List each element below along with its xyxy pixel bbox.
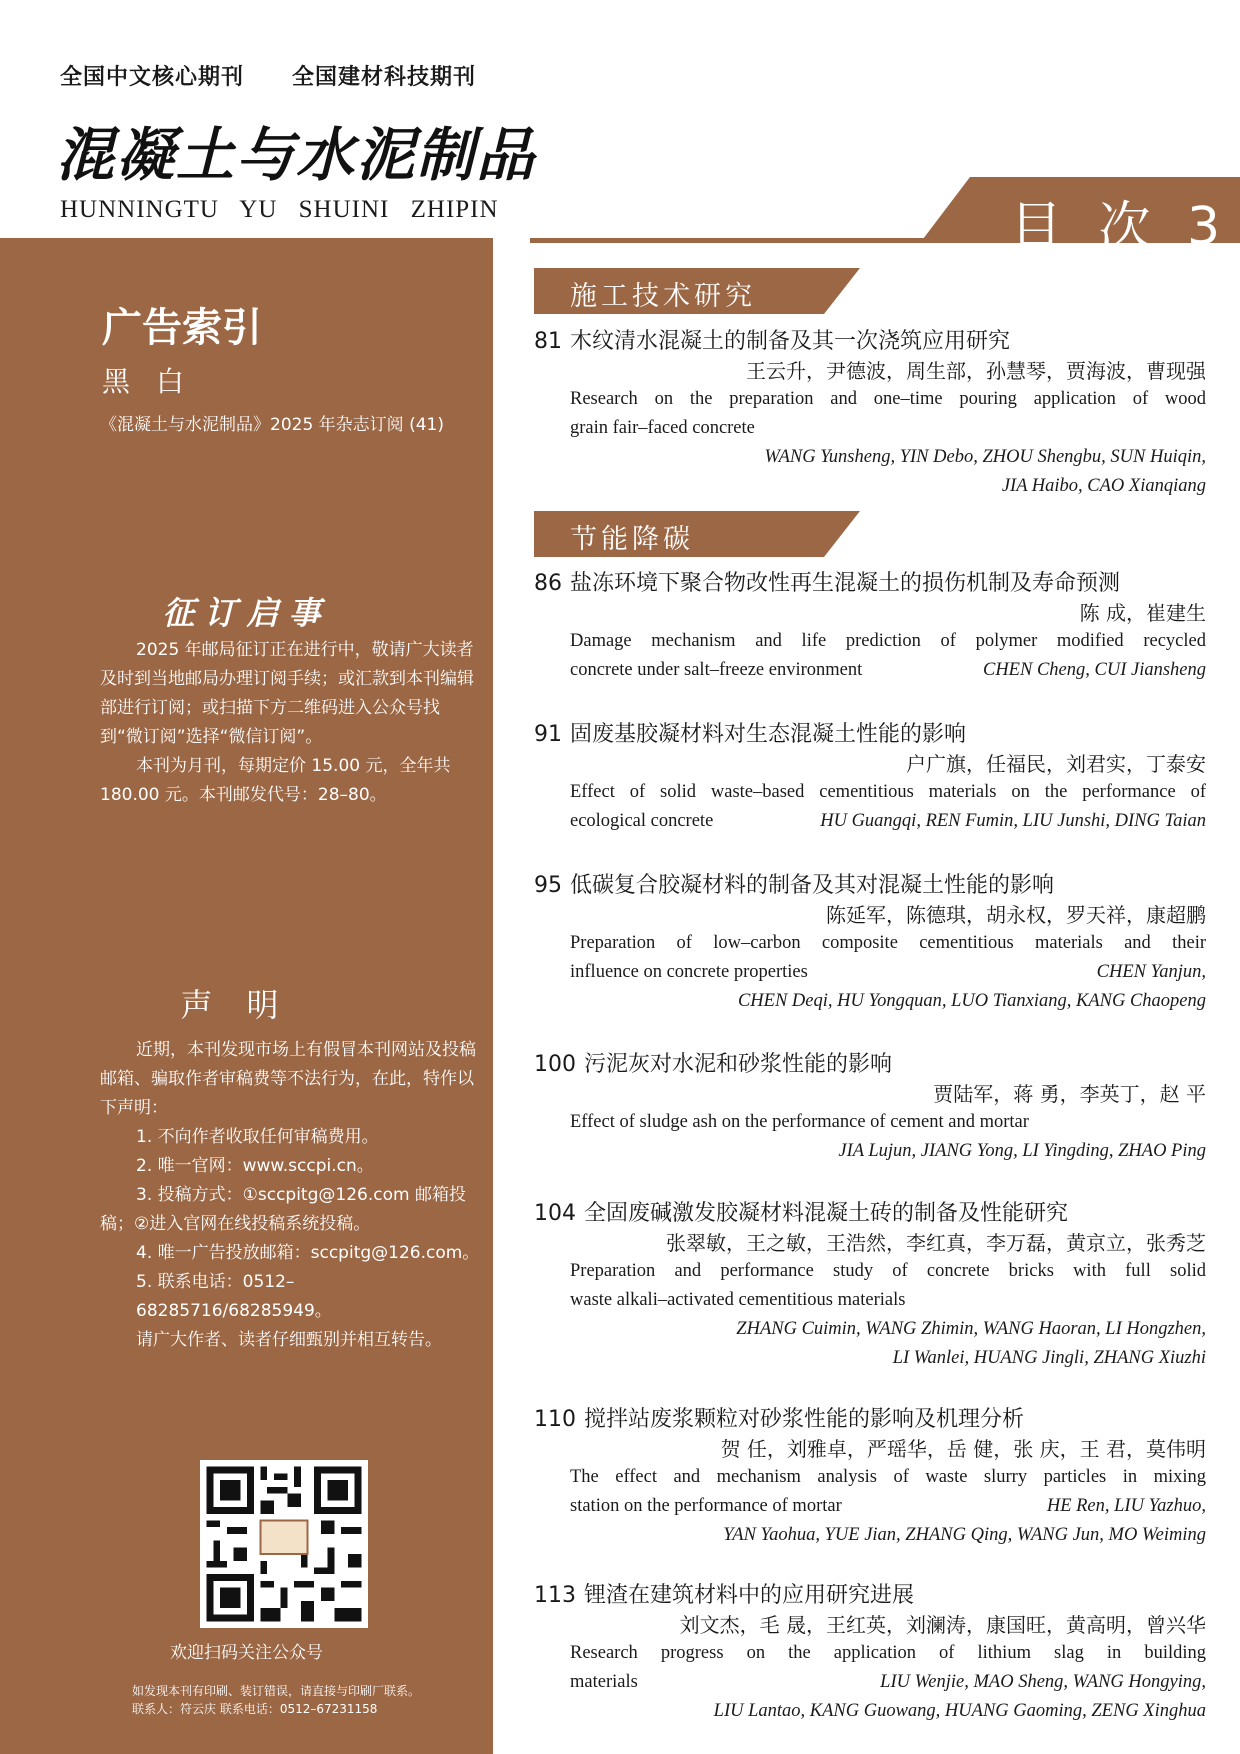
article-title-cn[interactable] (534, 717, 966, 748)
article-authors-en: LIU Lantao, KANG Guowang, HUANG Gaoming, ZENG Xinghua (713, 1701, 1206, 1721)
article-title-cn[interactable] (534, 566, 1120, 597)
article-title-en: The effect and mechanism analysis of waste slurry particles in mixing (570, 1467, 1206, 1487)
article-title-text: 锂渣在建筑材料中的应用研究进展 (584, 1583, 915, 1608)
article-title-text: 低碳复合胶凝材料的制备及其对混凝土性能的影响 (570, 873, 1055, 898)
qr-caption: 欢迎扫码关注公众号 (170, 1643, 323, 1663)
article-authors-cn: 户广旗，任福民，刘君实，丁泰安 (906, 752, 1206, 776)
declaration-item: 3. 投稿方式：①sccpitg@126.com 邮箱投稿；②进入官网在线投稿系统投稿。 (100, 1185, 466, 1234)
article-authors-en: LIU Wenjie, MAO Sheng, WANG Hongying, (880, 1672, 1206, 1692)
print-note-contact: 联系人：符云庆 联系电话：0512–67231158 (132, 1702, 378, 1716)
article-authors-en: CHEN Yanjun, (1096, 962, 1206, 982)
article-authors-en: WANG Yunsheng, YIN Debo, ZHOU Shengbu, SUN Huiqin, (764, 447, 1206, 467)
article-title-cn[interactable] (534, 324, 1010, 355)
article-page-number: 110 (534, 1407, 576, 1432)
print-error-note (132, 1682, 420, 1718)
ad-index-heading: 广告索引 (102, 305, 262, 351)
article-title-en: Preparation and performance study of concrete bricks with full solid (570, 1261, 1206, 1281)
article-title-text: 盐冻环境下聚合物改性再生混凝土的损伤机制及寿命预测 (570, 571, 1121, 596)
article-title-en: Damage mechanism and life prediction of polymer modified recycled (570, 631, 1206, 651)
declaration-item: 2. 唯一官网：www.sccpi.cn。 (136, 1156, 374, 1176)
article-page-number: 113 (534, 1583, 576, 1608)
qr-code-image[interactable] (200, 1460, 368, 1628)
article-page-number: 104 (534, 1201, 576, 1226)
article-authors-en: HE Ren, LIU Yazhuo, (1046, 1496, 1206, 1516)
journal-pinyin: HUNNINGTU YU SHUINI ZHIPIN (60, 196, 499, 223)
article-title-cn[interactable] (534, 1047, 892, 1078)
article-title-cn[interactable] (534, 1196, 1068, 1227)
article-authors-en: CHEN Cheng, CUI Jiansheng (982, 660, 1206, 680)
article-title-en: Research on the preparation and one–time pouring application of wood (570, 389, 1206, 409)
article-title-en: grain fair–faced concrete (570, 418, 755, 438)
subscription-heading: 征订启事 (162, 594, 331, 632)
declaration-item: 1. 不向作者收取任何审稿费用。 (136, 1127, 379, 1147)
article-title-en: Preparation of low–carbon composite cementitious materials and their (570, 933, 1206, 953)
article-title-en: ecological concrete (570, 811, 714, 831)
article-authors-cn: 陈 成，崔建生 (1079, 601, 1206, 625)
article-title-cn[interactable] (534, 868, 1054, 899)
article-title-en: Research progress on the application of lithium slag in building (570, 1643, 1206, 1663)
article-page-number: 91 (534, 722, 562, 747)
article-authors-cn: 陈延军，陈德琪，胡永权，罗天祥，康超鹏 (826, 903, 1206, 927)
toc-title: 目 次 3 (1010, 197, 1231, 257)
article-authors-en: LI Wanlei, HUANG Jingli, ZHANG Xiuzhi (892, 1348, 1206, 1368)
article-title-en: Effect of sludge ash on the performance of cement and mortar (570, 1112, 1029, 1132)
article-title-text: 搅拌站废浆颗粒对砂浆性能的影响及机理分析 (584, 1407, 1025, 1432)
article-page-number: 86 (534, 571, 562, 596)
declaration-item: 5. 联系电话：0512–68285716/68285949。 (136, 1272, 332, 1321)
article-authors-en: YAN Yaohua, YUE Jian, ZHANG Qing, WANG Jun, MO Weiming (723, 1525, 1206, 1545)
article-title-text: 固废基胶凝材料对生态混凝土性能的影响 (570, 722, 967, 747)
subscription-paragraph-2: 本刊为月刊，每期定价 15.00 元，全年共 180.00 元。本刊邮发代号：28–80。 (100, 756, 451, 805)
ad-bw-label: 黑白 (102, 365, 211, 398)
article-authors-cn: 王云升，尹德波，周生部，孙慧琴，贾海波，曹现强 (746, 359, 1206, 383)
article-title-cn[interactable] (534, 1402, 1024, 1433)
subscription-paragraph-1: 2025 年邮局征订正在进行中，敬请广大读者及时到当地邮局办理订阅手续；或汇款到本刊编辑部进行订阅；或扫描下方二维码进入公众号找到“微订阅”选择“微信订阅”。 (100, 640, 474, 747)
article-title-en: influence on concrete properties (570, 962, 808, 982)
article-authors-cn: 张翠敏，王之敏，王浩然，李红真，李万磊，黄京立，张秀芝 (666, 1231, 1206, 1255)
article-authors-en: JIA Haibo, CAO Xianqiang (1001, 476, 1206, 496)
declaration-text (100, 1036, 480, 1355)
declaration-heading: 声明 (180, 986, 313, 1024)
article-title-text: 污泥灰对水泥和砂浆性能的影响 (584, 1052, 893, 1077)
article-authors-en: HU Guangqi, REN Fumin, LIU Junshi, DING Taian (820, 811, 1206, 831)
article-title-text: 木纹清水混凝土的制备及其一次浇筑应用研究 (570, 329, 1011, 354)
article-authors-en: CHEN Deqi, HU Yongquan, LUO Tianxiang, KANG Chaopeng (737, 991, 1206, 1011)
article-authors-cn: 贾陆军，蒋 勇，李英丁，赵 平 (933, 1082, 1206, 1106)
article-authors-cn: 贺 任，刘雅卓，严瑶华，岳 健，张 庆，王 君，莫伟明 (720, 1437, 1206, 1461)
article-authors-cn: 刘文杰，毛 晟，王红英，刘澜涛，康国旺，黄高明，曾兴华 (679, 1613, 1206, 1637)
left-sidebar (0, 238, 493, 1754)
print-note-line: 如发现本刊有印刷、装订错误，请直接与印刷厂联系。 (132, 1684, 421, 1698)
tech-journal-tag: 全国建材科技期刊 (292, 65, 477, 90)
core-journal-tag: 全国中文核心期刊 (60, 65, 245, 90)
declaration-item: 4. 唯一广告投放邮箱：sccpitg@126.com。 (136, 1243, 480, 1263)
article-title-en: station on the performance of mortar (570, 1496, 842, 1516)
journal-logo: 混凝土与水泥制品 (56, 121, 537, 189)
declaration-intro: 近期，本刊发现市场上有假冒本刊网站及投稿邮箱、骗取作者审稿费等不法行为，在此，特作以下声明： (100, 1040, 476, 1118)
article-title-en: waste alkali–activated cementitious materials (570, 1290, 906, 1310)
article-title-en: Effect of solid waste–based cementitious materials on the performance of (570, 782, 1206, 802)
article-title-en: concrete under salt–freeze environment (570, 660, 863, 680)
article-title-text: 全固废碱激发胶凝材料混凝土砖的制备及性能研究 (584, 1201, 1069, 1226)
article-page-number: 95 (534, 873, 562, 898)
article-authors-en: ZHANG Cuimin, WANG Zhimin, WANG Haoran, LI Hongzhen, (736, 1319, 1206, 1339)
category-label: 节能降碳 (570, 524, 694, 555)
article-title-cn[interactable] (534, 1578, 914, 1609)
article-title-en: materials (570, 1672, 638, 1692)
declaration-closing: 请广大作者、读者仔细甄别并相互转告。 (136, 1330, 442, 1350)
category-label: 施工技术研究 (570, 281, 756, 312)
subscription-text (100, 636, 480, 810)
journal-tags (60, 60, 524, 91)
article-page-number: 81 (534, 329, 562, 354)
article-authors-en: JIA Lujun, JIANG Yong, LI Yingding, ZHAO Ping (838, 1141, 1206, 1161)
ad-index-item: 《混凝土与水泥制品》2025 年杂志订阅 (41) (100, 415, 444, 435)
article-page-number: 100 (534, 1052, 576, 1077)
